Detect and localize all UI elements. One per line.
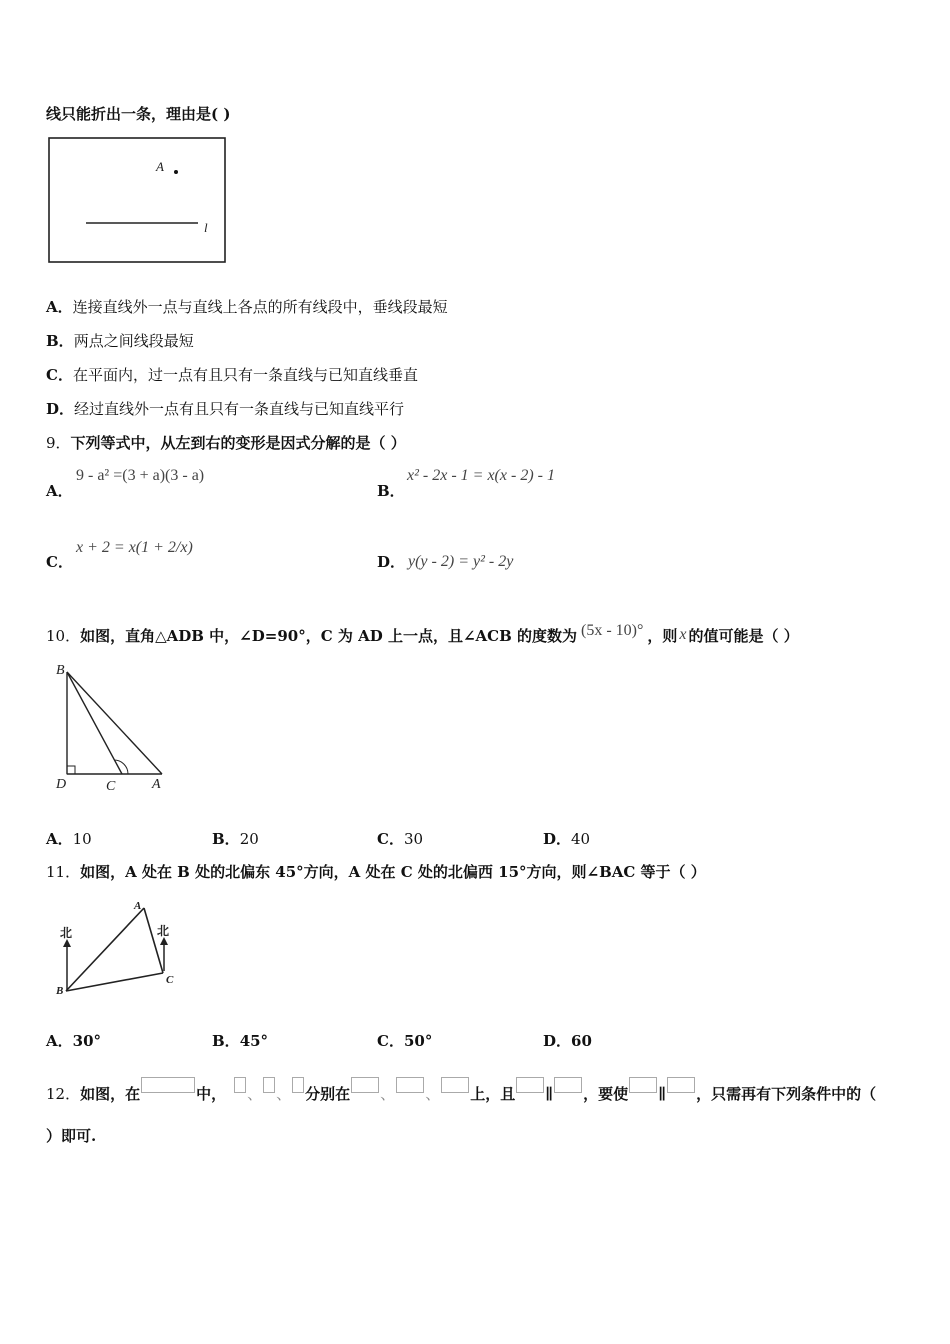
q12-stem-line2: ）即可.: [46, 1127, 97, 1145]
q10-option-b[interactable]: B．20: [212, 830, 259, 848]
q10-label-c: C: [106, 779, 116, 794]
q10-option-c[interactable]: C．30: [377, 830, 424, 848]
q11-label-c: C: [166, 974, 174, 986]
q12-placeholder-segment: [516, 1077, 544, 1093]
q10-stem: 10．如图，直角△ADB 中，∠D=90°，C 为 AD 上一点，且∠ACB 的度数为 (5x - 10)° ，则 x 的值可能是（ ）: [46, 622, 799, 645]
q12-placeholder-point: [292, 1077, 304, 1093]
q10-label-a: A: [152, 777, 161, 792]
q11-stem: 11．如图，A 处在 B 处的北偏东 45°方向，A 处在 C 处的北偏西 15°方向，则∠BAC 等于（ ）: [46, 863, 706, 881]
q12-placeholder-point: [263, 1077, 275, 1093]
q11-option-d[interactable]: D．60: [543, 1032, 592, 1050]
q9-option-b-letter[interactable]: B．: [377, 482, 405, 500]
q8-point-label: A: [156, 159, 164, 174]
q10-var: x: [679, 626, 687, 643]
q12-placeholder-segment: [667, 1077, 695, 1093]
q9-option-d-letter[interactable]: D．: [377, 553, 406, 571]
q9-option-c-letter[interactable]: C．: [46, 553, 73, 571]
q11-figure: [54, 897, 186, 1001]
q9-option-c-formula: x + 2 = x(1 + 2/x): [76, 539, 193, 556]
q12-placeholder-segment: [351, 1077, 379, 1093]
q10-figure: [52, 660, 172, 794]
q9-option-a-letter[interactable]: A．: [46, 482, 73, 500]
q12-placeholder-segment: [396, 1077, 424, 1093]
q11-option-a[interactable]: A．30°: [46, 1032, 102, 1050]
q9-stem: 9．下列等式中，从左到右的变形是因式分解的是（ ）: [46, 434, 406, 452]
q8-option-a[interactable]: A．连接直线外一点与直线上各点的所有线段中，垂线段最短: [46, 298, 448, 316]
q10-label-d: D: [56, 777, 67, 792]
q12-placeholder-point: [234, 1077, 246, 1093]
q9-option-b-formula: x² - 2x - 1 = x(x - 2) - 1: [407, 467, 555, 484]
q11-option-c[interactable]: C．50°: [377, 1032, 433, 1050]
q11-label-a: A: [134, 900, 142, 912]
q8-figure: [46, 134, 230, 266]
q12-placeholder-segment: [554, 1077, 582, 1093]
q8-option-c[interactable]: C．在平面内，过一点有且只有一条直线与已知直线垂直: [46, 366, 418, 384]
q9-option-a-formula: 9 - a² =(3 + a)(3 - a): [76, 467, 205, 484]
q12-placeholder-segment: [629, 1077, 657, 1093]
q8-line-label: l: [204, 220, 208, 235]
q12-placeholder-shape: [141, 1077, 195, 1093]
q10-angle-expr: (5x - 10)°: [581, 622, 644, 639]
q11-option-b[interactable]: B．45°: [212, 1032, 269, 1050]
q12-placeholder-segment: [441, 1077, 469, 1093]
q8-option-d[interactable]: D．经过直线外一点有且只有一条直线与已知直线平行: [46, 400, 405, 418]
q10-option-d[interactable]: D．40: [543, 830, 591, 848]
q12-stem: 12．如图，在 中， 、 、 分别在 、 、 上，且 ∥ ，要使 ∥ ，只需再有下列条件中的（: [46, 1077, 876, 1104]
q9-option-d-formula: y(y - 2) = y² - 2y: [408, 553, 514, 570]
q10-option-a[interactable]: A．10: [46, 830, 92, 848]
q8-stem-tail: 线只能折出一条，理由是( ): [46, 105, 231, 123]
q11-label-b: B: [56, 985, 64, 997]
q8-point-a: [174, 170, 178, 174]
q10-label-b: B: [56, 663, 65, 678]
q11-north-label-c: 北: [157, 924, 170, 938]
q8-figure-frame: [49, 138, 225, 262]
q8-option-b[interactable]: B．两点之间线段最短: [46, 332, 194, 350]
q11-north-label-b: 北: [60, 926, 73, 940]
